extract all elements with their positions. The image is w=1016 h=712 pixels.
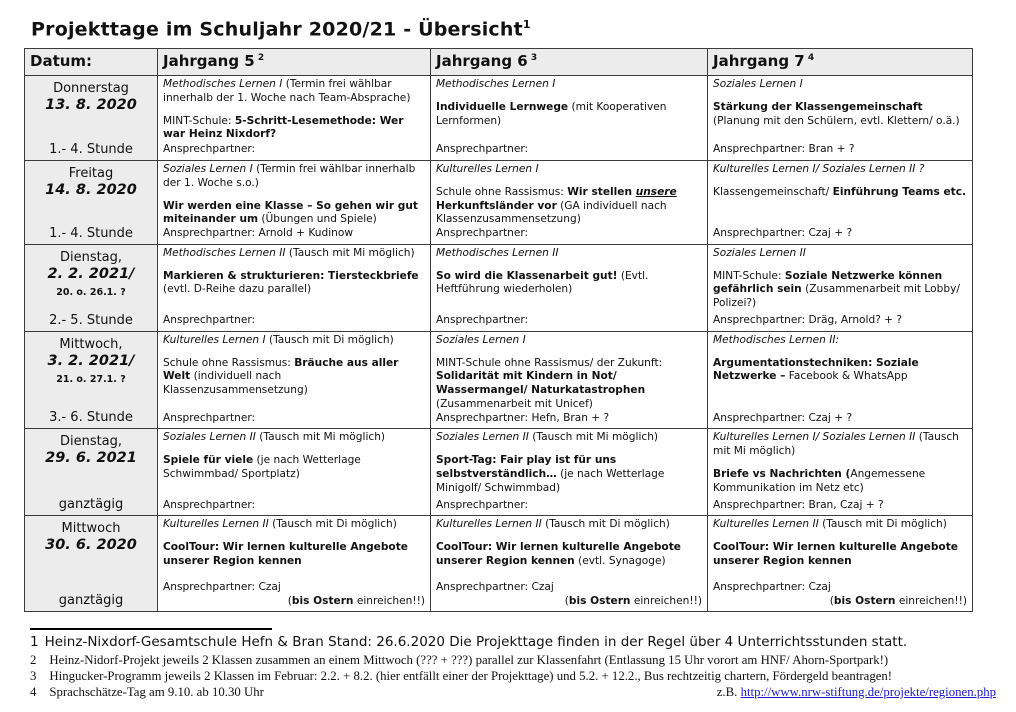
weekday-label: Freitag <box>68 166 114 181</box>
category-run: (Tausch mit Di möglich) <box>268 333 394 346</box>
description-run: Markieren & strukturieren: Tiersteckbriefe <box>163 269 419 282</box>
contact-line: Ansprechpartner: Bran, Czaj + ? <box>713 498 884 511</box>
description-run: (evtl. D-Reihe dazu parallel) <box>163 283 312 296</box>
project-cell <box>708 429 973 516</box>
project-description <box>713 186 967 200</box>
footnote-text: Sprachschätze-Tag am 9.10. ab 10.30 Uhr <box>49 685 264 699</box>
deadline-run: bis Ostern <box>833 594 896 607</box>
date-cell-content <box>25 245 157 331</box>
project-days-table <box>24 48 973 612</box>
project-cell-content <box>158 516 430 611</box>
date-cell <box>25 331 158 429</box>
category-run: Kulturelles Lernen I <box>436 163 539 175</box>
project-cell <box>158 429 431 516</box>
category-run: Soziales Lernen II <box>163 431 260 444</box>
deadline-run: bis Ostern <box>568 594 631 607</box>
category-label <box>163 334 425 348</box>
contact-line: Ansprechpartner: <box>163 143 256 156</box>
date-cell <box>25 244 158 331</box>
project-cell <box>158 161 431 245</box>
description-run: Briefe vs Nachrichten ( <box>713 467 851 480</box>
description-run: Angemessene Kommunikation im Netz etc) <box>713 467 926 494</box>
description-run: (Planung mit den Schülern, evtl. Klettern/ o.ä.) <box>713 114 960 127</box>
project-description <box>713 357 967 385</box>
description-run: Argumentationstechniken: Soziale Netzwerke – <box>713 356 919 383</box>
contact-line: Ansprechpartner: Czaj <box>436 580 554 593</box>
project-cell-content <box>431 429 707 515</box>
table-header-row <box>25 49 973 76</box>
deadline-run: einreichen!!) <box>353 594 425 607</box>
contact-line: Ansprechpartner: <box>436 498 529 511</box>
project-cell-content <box>431 516 707 611</box>
submission-deadline-note <box>713 595 967 609</box>
date-value: 29. 6. 2021 <box>45 450 137 467</box>
column-header-label: Jahrgang 7 <box>713 52 805 70</box>
time-span-label: 2.- 5. Stunde <box>49 312 133 328</box>
nrw-stiftung-link[interactable]: http://www.nrw-stiftung.de/projekte/regionen.php <box>740 685 996 699</box>
project-cell <box>708 76 973 161</box>
date-cell-content <box>25 516 157 611</box>
category-run: Methodisches Lernen I <box>163 78 286 90</box>
footnote-link-prefix: z.B. <box>716 685 741 699</box>
description-run: (Übungen und Spiele) <box>258 213 377 226</box>
description-run: So wird die Klassenarbeit gut! <box>436 269 618 282</box>
deadline-run: ( <box>829 594 834 607</box>
project-cell-content <box>158 76 430 160</box>
weekday-label: Dienstag, <box>59 249 123 265</box>
category-label <box>163 78 425 106</box>
project-description <box>436 101 702 129</box>
category-label <box>436 163 702 177</box>
contact-line: Ansprechpartner: <box>436 314 529 327</box>
category-run: Methodisches Lernen II <box>436 246 559 259</box>
column-header-label: Jahrgang 5 <box>163 52 255 70</box>
description-run: CoolTour: Wir lernen kulturelle Angebote unserer Region kennen <box>163 541 408 567</box>
date-cell <box>25 516 158 612</box>
footnote-number: 3 <box>30 669 37 683</box>
column-header-jahrgang <box>158 49 431 76</box>
project-cell-content <box>431 332 707 429</box>
contact-line: Ansprechpartner: <box>436 143 529 156</box>
contact-line: Ansprechpartner: Czaj + ? <box>713 227 853 240</box>
weekday-label: Mittwoch, <box>59 336 123 352</box>
category-label <box>436 334 702 348</box>
category-run: Kulturelles Lernen I/ Soziales Lernen II <box>713 431 919 444</box>
category-run: Soziales Lernen II <box>713 246 806 259</box>
project-description <box>163 357 425 398</box>
description-run: Individuelle Lernwege <box>436 100 569 113</box>
description-run: Schule ohne Rassismus: <box>436 185 568 198</box>
footnote-link-wrap <box>717 685 996 700</box>
project-cell <box>431 331 708 429</box>
date-cell-content <box>25 161 157 244</box>
category-run: Kulturelles Lernen II <box>436 518 546 531</box>
description-run: Einführung Teams etc. <box>832 185 966 198</box>
project-cell-content <box>158 332 430 429</box>
project-cell <box>431 76 708 161</box>
category-run: (Tausch mit Mi möglich) <box>288 246 415 259</box>
project-cell <box>431 516 708 612</box>
description-run: 5-Schritt-Lesemethode: Wer war Heinz Nixdorf? <box>163 114 404 141</box>
footnote-number: 1 <box>30 634 39 650</box>
category-run: Kulturelles Lernen II <box>713 518 823 531</box>
date-alternative: 20. o. 26.1. ? <box>56 286 126 298</box>
project-description <box>436 357 702 412</box>
category-run: (Tausch mit Mi möglich) <box>713 431 959 458</box>
category-run: (Termin frei wählbar innerhalb der 1. Woche nach Team-Absprache) <box>163 78 411 104</box>
description-run: Wir werden eine Klasse – So gehen wir gut miteinander um <box>163 199 418 226</box>
category-label <box>713 431 967 459</box>
description-run: (Zusammenarbeit mit Lobby/ Polizei?) <box>713 283 960 310</box>
description-run: (je nach Wetterlage Schwimmbad/ Sportplatz) <box>163 454 361 480</box>
submission-deadline-note <box>436 595 702 609</box>
project-cell <box>431 244 708 331</box>
project-description <box>713 270 967 311</box>
date-alternative: 21. o. 27.1. ? <box>56 373 126 385</box>
category-label <box>436 431 702 445</box>
project-cell-content <box>158 245 430 331</box>
deadline-run: einreichen!!) <box>895 594 967 607</box>
contact-line: Ansprechpartner: Czaj <box>713 580 831 593</box>
contact-line: Ansprechpartner: <box>163 411 256 424</box>
date-cell <box>25 76 158 161</box>
time-span-label: ganztägig <box>58 593 124 609</box>
description-run: Sport-Tag: Fair play ist für uns selbstverständlich… <box>436 454 617 480</box>
project-cell <box>431 429 708 516</box>
time-span-label: 1.- 4. Stunde <box>49 142 133 157</box>
description-run: CoolTour: Wir lernen kulturelle Angebote unserer Region kennen <box>713 541 958 567</box>
category-run: Kulturelles Lernen I/ Soziales Lernen II ? <box>713 163 925 175</box>
date-cell-content <box>25 76 157 160</box>
project-cell <box>158 516 431 612</box>
weekday-label: Donnerstag <box>53 81 129 96</box>
table-row <box>25 76 973 161</box>
column-header-jahrgang <box>708 49 973 76</box>
category-run: Methodisches Lernen II: <box>713 333 840 346</box>
description-run: Soziale Netzwerke können gefährlich sein <box>713 269 943 296</box>
contact-line: Ansprechpartner: Czaj + ? <box>713 411 853 424</box>
project-cell-content <box>158 429 430 515</box>
submission-deadline-note <box>163 595 425 609</box>
contact-line: Ansprechpartner: Czaj <box>163 580 281 593</box>
category-label <box>713 247 967 261</box>
description-run: (Zusammenarbeit mit Unicef) <box>436 397 593 410</box>
deadline-run: ( <box>564 594 569 607</box>
contact-line: Ansprechpartner: <box>163 498 256 511</box>
description-run: Stärkung der Klassengemeinschaft <box>713 100 923 113</box>
description-run: Herkunftsländer vor <box>436 199 557 212</box>
date-value: 2. 2. 2021/ <box>47 265 135 282</box>
project-cell-content <box>708 332 972 429</box>
deadline-run: einreichen!!) <box>630 594 702 607</box>
date-cell-content <box>25 429 157 515</box>
category-run: Kulturelles Lernen I <box>163 333 269 346</box>
description-run: Spiele für viele <box>163 454 254 467</box>
project-cell-content <box>431 245 707 331</box>
deadline-run: ( <box>287 594 292 607</box>
project-cell-content <box>158 161 430 244</box>
description-run: MINT-Schule: <box>163 114 235 127</box>
weekday-label: Dienstag, <box>59 434 123 450</box>
column-header-label: Jahrgang 6 <box>436 52 528 70</box>
project-cell <box>708 331 973 429</box>
category-run: (Tausch mit Di möglich) <box>822 518 947 531</box>
description-run: (evtl. Synagoge) <box>574 554 666 567</box>
project-description <box>436 541 702 569</box>
project-cell-content <box>708 516 972 611</box>
category-run: Soziales Lernen II <box>436 431 533 444</box>
category-label <box>436 518 702 532</box>
project-description <box>163 200 425 228</box>
contact-line: Ansprechpartner: Dräg, Arnold? + ? <box>713 314 903 327</box>
date-value: 13. 8. 2020 <box>45 97 137 113</box>
description-run: CoolTour: Wir lernen kulturelle Angebote unserer Region kennen <box>436 541 681 567</box>
column-header-label: Datum: <box>30 52 93 70</box>
title-footnote-ref: 1 <box>522 18 531 31</box>
category-run: Soziales Lernen I <box>713 78 803 90</box>
contact-line: Ansprechpartner: <box>163 314 256 327</box>
description-run: Solidarität mit Kindern in Not/ Wassermangel/ Naturkatastrophen <box>436 370 646 397</box>
footnote-divider <box>30 628 272 630</box>
time-span-label: 3.- 6. Stunde <box>49 410 133 426</box>
project-description <box>163 454 425 482</box>
project-cell <box>708 244 973 331</box>
time-span-label: ganztägig <box>58 497 124 513</box>
category-run: Kulturelles Lernen II <box>163 518 273 531</box>
category-label <box>436 78 702 92</box>
weekday-label: Mittwoch <box>61 521 121 537</box>
project-cell <box>708 516 973 612</box>
project-cell-content <box>708 161 972 244</box>
category-label <box>713 334 967 348</box>
date-value: 14. 8. 2020 <box>45 182 137 198</box>
category-run: (Tausch mit Mi möglich) <box>532 431 659 444</box>
description-run: (mit Kooperativen Lernformen) <box>436 100 667 127</box>
footnote-text: Hingucker-Programm jeweils 2 Klassen im Februar: 2.2. + 8.2. (hier entfällt einer der Projekttage) und 5.2. + 12.2., Bus rechtzeitig chartern, Fördergeld beantragen! <box>49 669 893 683</box>
contact-line: Ansprechpartner: Arnold + Kudinow <box>163 227 353 240</box>
footnote-number: 4 <box>30 685 37 699</box>
description-run: Wir stellen <box>567 185 636 198</box>
category-label <box>713 163 967 177</box>
description-run: Klassengemeinschaft/ <box>713 185 833 198</box>
project-cell <box>431 161 708 245</box>
project-cell-content <box>708 76 972 160</box>
project-description <box>163 541 425 569</box>
date-value: 30. 6. 2020 <box>45 537 137 554</box>
footnote-4 <box>24 685 996 700</box>
footnote-number: 2 <box>30 653 37 667</box>
project-cell <box>158 76 431 161</box>
project-description <box>163 270 425 298</box>
category-run: (Tausch mit Di möglich) <box>272 518 397 531</box>
table-row <box>25 429 973 516</box>
contact-line: Ansprechpartner: Hefn, Bran + ? <box>436 411 610 424</box>
column-footnote-ref: 3 <box>527 53 538 63</box>
description-run: MINT-Schule ohne Rassismus/ der Zukunft: <box>436 356 663 369</box>
project-description <box>436 186 702 227</box>
date-value: 3. 2. 2021/ <box>47 352 135 369</box>
column-footnote-ref: 4 <box>804 53 815 63</box>
project-description <box>436 270 702 298</box>
description-run: (je nach Wetterlage Minigolf/ Schwimmbad) <box>436 467 665 494</box>
category-label <box>436 247 702 261</box>
category-run: (Tausch mit Di möglich) <box>545 518 670 531</box>
footnote-1 <box>24 634 996 650</box>
project-cell-content <box>431 161 707 244</box>
category-run: (Termin frei wählbar innerhalb der 1. Woche s.o.) <box>163 163 416 189</box>
column-header-datum <box>25 49 158 76</box>
footnote-3 <box>24 669 996 684</box>
date-cell <box>25 429 158 516</box>
description-run: MINT-Schule: <box>713 269 785 282</box>
category-run: Methodisches Lernen II <box>163 246 289 259</box>
project-cell <box>708 161 973 245</box>
project-description <box>163 115 425 143</box>
description-run: unsere <box>635 185 677 198</box>
project-cell-content <box>431 76 707 160</box>
contact-line: Ansprechpartner: <box>436 227 529 240</box>
description-run: (individuell nach Klassenzusammensetzung) <box>163 370 308 397</box>
project-description <box>713 101 967 129</box>
contact-line: Ansprechpartner: Bran + ? <box>713 143 855 156</box>
description-run: (GA individuell nach Klassenzusammensetzung) <box>436 199 667 226</box>
footnote-text: Heinz-Nixdorf-Gesamtschule Hefn & Bran Stand: 26.6.2020 Die Projekttage finden in der Regel über 4 Unterrichtsstunden statt. <box>44 634 908 650</box>
project-description <box>436 454 702 495</box>
category-label <box>713 78 967 92</box>
date-cell-content <box>25 332 157 429</box>
column-footnote-ref: 2 <box>254 53 265 63</box>
time-span-label: 1.- 4. Stunde <box>49 225 133 241</box>
description-run: Schule ohne Rassismus: <box>163 356 295 369</box>
description-run: Bräuche aus aller Welt <box>163 356 399 383</box>
project-cell <box>158 244 431 331</box>
category-run: Methodisches Lernen I <box>436 78 556 90</box>
category-run: (Tausch mit Mi möglich) <box>259 431 386 444</box>
footnote-text: Heinz-Nidorf-Projekt jeweils 2 Klassen zusammen an einem Mittwoch (??? + ???) parallel zur Klassenfahrt (Entlassung 15 Uhr vorort am HNF/ Ahorn-Sportpark!) <box>49 653 889 667</box>
category-label <box>163 431 425 445</box>
table-row <box>25 161 973 245</box>
date-cell <box>25 161 158 245</box>
project-description <box>713 468 967 496</box>
description-run: Facebook & WhatsApp <box>785 370 908 383</box>
project-cell-content <box>708 245 972 331</box>
page-title <box>31 18 531 40</box>
footnotes <box>24 634 996 701</box>
category-label <box>163 247 425 261</box>
table-row <box>25 516 973 612</box>
project-description <box>713 541 967 569</box>
category-label <box>163 163 425 191</box>
category-label <box>713 518 967 532</box>
project-cell-content <box>708 429 972 515</box>
category-label <box>163 518 425 532</box>
category-run: Soziales Lernen I <box>163 163 257 175</box>
deadline-run: bis Ostern <box>291 594 354 607</box>
footnote-2 <box>24 653 996 668</box>
table-row <box>25 331 973 429</box>
page-title-text: Projekttage im Schuljahr 2020/21 - Übersicht <box>31 18 523 41</box>
description-run: (Evtl. Heftführung wiederholen) <box>436 269 649 296</box>
table-row <box>25 244 973 331</box>
column-header-jahrgang <box>431 49 708 76</box>
category-run: Soziales Lernen I <box>436 333 526 346</box>
project-cell <box>158 331 431 429</box>
